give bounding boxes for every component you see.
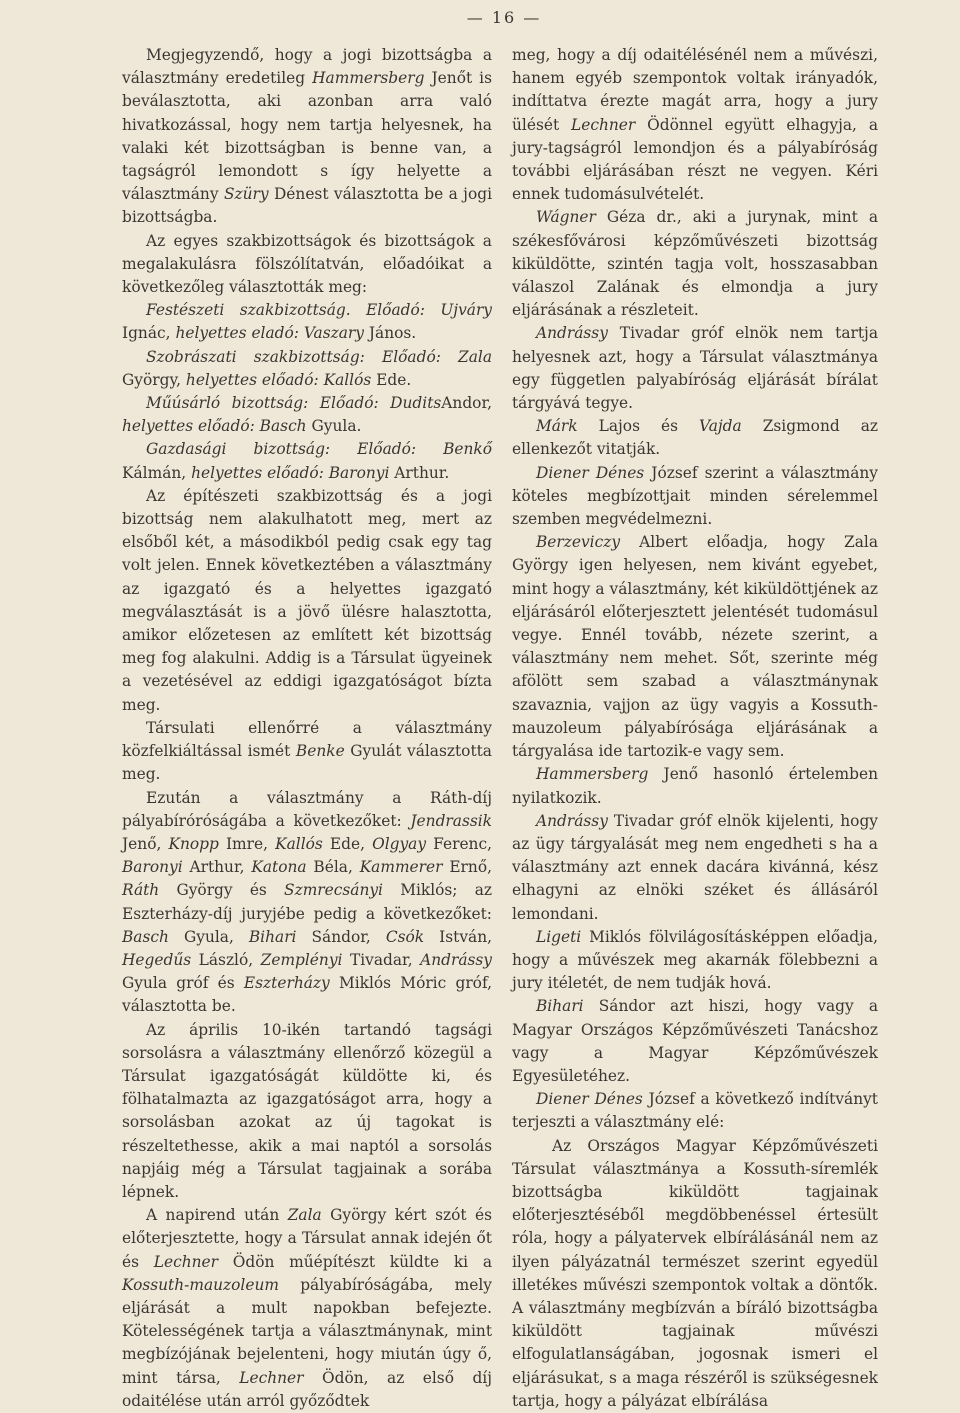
text-run: Ede. xyxy=(371,370,412,389)
text-run: Tivadar gróf elnök kijelenti, hogy az ügy tárgyalását meg nem engedheti s ha a választmány azt ennek dacára kivánná, kész elhagyni az elnöki széket és állásáról lemondani. xyxy=(512,811,878,923)
text-run: Géza dr., aki a jurynak, mint a székesfővárosi képzőművészeti bizottság kiküldötte, szintén tagja volt, hosszasabban válaszol Zalának és elmondja a jury eljárásának a részleteit. xyxy=(512,208,878,320)
paragraph xyxy=(122,392,492,438)
italic-name: Zemplényi xyxy=(260,950,343,969)
text-run: József szerint a választmány köteles megbízottjait minden sérelemmel szemben megvédelmezni. xyxy=(512,463,878,529)
text-run: Jenőt is beválasztotta, aki azonban arra való hivatkozással, hogy nem tartja helyesnek, ha valaki két bizottságban is benne van, a tagságról lemondott s így helyette a választmány xyxy=(122,69,492,204)
paragraph xyxy=(512,763,878,809)
text-run: Ödönnel együtt elhagyja, a jury-tagságról lemondjon és a pályabíróság további eljárásában részt ne vegyen. Kéri ennek tudomásulvételét. xyxy=(512,115,878,204)
italic-name: Kammerer xyxy=(359,858,443,877)
italic-name: helyettes előadó: Basch xyxy=(122,417,307,436)
text-run: Arthur, xyxy=(182,858,252,877)
paragraph xyxy=(512,995,878,1088)
paragraph xyxy=(512,44,878,206)
text-run: Ferenc, xyxy=(426,834,492,853)
italic-name: Lechner xyxy=(239,1368,304,1387)
italic-name: helyettes előadó: Baronyi xyxy=(191,463,390,482)
italic-name: Wágner xyxy=(536,208,596,227)
italic-name: Knopp xyxy=(168,834,219,853)
italic-name: Benke xyxy=(295,742,345,761)
paragraph xyxy=(512,810,878,926)
text-run: meg, hogy a díj odaitélésénél nem a művészi, hanem egyéb szempontok voltak irányadók, indíttatva érezte magát arra, hogy a jury ülését xyxy=(512,46,878,134)
italic-name: Diener Dénes xyxy=(536,1090,643,1109)
italic-name: Kossuth-mauzoleum xyxy=(122,1275,279,1294)
italic-name: Festészeti szakbizottság. Előadó: Ujváry xyxy=(146,301,492,320)
text-run: Az egyes szakbizottságok és bizottságok a megalakulásra fölszólítatván, előadóikat a következőleg választották meg: xyxy=(122,231,492,297)
text-run: Ödön, az első díj odaitélése után arról győződtek xyxy=(122,1368,492,1410)
paragraph xyxy=(122,1204,492,1413)
italic-name: Lechner xyxy=(571,115,636,134)
paragraph xyxy=(122,44,492,230)
text-run: György, xyxy=(122,370,186,389)
italic-name: Basch xyxy=(122,927,169,946)
paragraph xyxy=(512,415,878,461)
italic-name: Jendrassik xyxy=(410,811,492,830)
text-run: Az április 10-ikén tartandó tagsági sorsolásra a választmány ellenőrző közegül a Társulat igazgatóságát küldötte ki, és fölhatalmazta az igazgatóságot arra, hogy a sorsolásban azokat az új tagokat is részeltethesse, akik a mai naptól a sorsolás napjáig még a Társulat tagjainak a sorába lépnek. xyxy=(122,1020,492,1201)
italic-name: helyettes előadó: Kallós xyxy=(185,370,372,389)
text-run: István, xyxy=(424,927,493,946)
text-run: Arthur. xyxy=(389,463,450,482)
paragraph xyxy=(122,717,492,787)
text-run: Béla, xyxy=(306,858,360,877)
italic-name: Ligeti xyxy=(536,927,582,946)
italic-name: Hammersberg xyxy=(312,69,425,88)
text-run: György és xyxy=(159,881,285,900)
text-run: Andor, xyxy=(441,394,492,413)
text-run: Tivadar, xyxy=(342,950,421,969)
paragraph xyxy=(512,206,878,322)
text-run: Ödön műépítészt küldte ki a xyxy=(218,1252,492,1271)
paragraph xyxy=(122,787,492,1019)
paragraph xyxy=(512,462,878,532)
italic-name: Olgyay xyxy=(372,834,427,853)
left-column xyxy=(122,44,492,1413)
italic-name: Gazdasági bizottság: Előadó: Benkő xyxy=(146,440,492,459)
paragraph xyxy=(512,926,878,996)
page-number: — 16 — xyxy=(466,8,542,27)
paragraph xyxy=(122,346,492,392)
italic-name: helyettes eladó: Vaszary xyxy=(175,324,364,343)
italic-name: Bihari xyxy=(248,927,297,946)
paragraph xyxy=(122,438,492,484)
italic-name: Baronyi xyxy=(122,858,183,877)
italic-name: Szmrecsányi xyxy=(284,881,383,900)
text-run: pályabíróságába, mely eljárását a mult napokban befejezte. Kötelességének tartja a választmánynak, mint megbízójának bejelenteni, hogy miután úgy ő, mint társa, xyxy=(122,1275,492,1387)
text-run: Ezután a választmány a Ráth-díj pályabíróróságába a következőket: xyxy=(122,788,492,830)
italic-name: Zala xyxy=(287,1206,322,1225)
text-run: Sándor, xyxy=(296,927,386,946)
italic-name: Bihari xyxy=(536,997,584,1016)
text-run: Megjegyzendő, hogy a jogi bizottságba a választmány eredetileg xyxy=(122,46,492,88)
text-run: János. xyxy=(363,324,417,343)
paragraph xyxy=(122,230,492,300)
text-run: Miklós fölvilágosításképpen előadja, hogy a művészek meg akarnák fölebbezni a jury itéletét, de nem tudják hová. xyxy=(512,927,878,993)
text-run: Az építészeti szakbizottság és a jogi bizottság nem alakulhatott meg, mert az elsőből két, a másodikból pedig csak egy tag volt jelen. Ennek következtében a választmány az igazgató és a helyettes igazgató megválasztását is a jövő ülésre halasztotta, amikor előzetesen az említett két bizottság meg fog alakulni. Addig is a Társulat ügyeinek a vezetésével az eddigi igazgatóságot bízta meg. xyxy=(122,486,492,714)
text-run: Tivadar gróf elnök nem tartja helyesnek azt, hogy a Társulat választmánya egy független palyabíróság eljárását bírálat tárgyává tegye. xyxy=(512,324,878,413)
italic-name: Berzeviczy xyxy=(536,533,621,552)
italic-name: Szobrászati szakbizottság: Előadó: Zala xyxy=(146,347,492,366)
italic-name: Műúsárló bizottság: Előadó: Dudits xyxy=(146,394,442,413)
text-run: Miklós; az Eszterházy-díj juryjébe pedig a következőket: xyxy=(122,881,492,923)
italic-name: Lechner xyxy=(153,1252,219,1271)
text-run: Lajos és xyxy=(577,417,700,436)
text-run: Imre, xyxy=(218,834,276,853)
italic-name: Szüry xyxy=(223,185,269,204)
text-run: Zsigmond az ellenkezőt vitatják. xyxy=(512,417,879,459)
paragraph xyxy=(512,1135,878,1413)
paragraph xyxy=(512,322,878,415)
text-run: György kért szót és előterjesztette, hogy a Társulat annak idején őt és xyxy=(122,1206,493,1271)
text-run: Dénest választotta be a jogi bizottságba. xyxy=(122,185,492,227)
text-run: Miklós Móric gróf, választotta be. xyxy=(122,974,492,1016)
text-run: József a következő indítványt terjeszti a választmány elé: xyxy=(512,1090,878,1132)
text-run: Ernő, xyxy=(442,858,492,877)
italic-name: Csók xyxy=(385,927,425,946)
italic-name: Vajda xyxy=(699,417,742,436)
italic-name: Katona xyxy=(251,858,307,877)
text-run: Kálmán, xyxy=(122,463,192,482)
text-run: Gyula gróf és xyxy=(122,974,244,993)
text-run: Társulati ellenőrré a választmány közfelkiáltással ismét xyxy=(122,718,492,761)
italic-name: Hammersberg xyxy=(536,765,649,784)
text-run: Ede, xyxy=(322,834,373,853)
text-run: László, xyxy=(191,950,261,969)
italic-name: Hegedűs xyxy=(122,950,192,969)
text-run: Jenő, xyxy=(122,834,169,853)
text-run: Gyula. xyxy=(306,417,362,436)
italic-name: Andrássy xyxy=(536,324,608,343)
text-run: Sándor azt hiszi, hogy vagy a Magyar Országos Képzőművészeti Tanácshoz vagy a Magyar Képzőművészek Egyesületéhez. xyxy=(512,997,878,1085)
text-run: Jenő hasonló értelemben nyilatkozik. xyxy=(512,765,878,807)
text-run: Ignác, xyxy=(122,324,176,343)
paragraph xyxy=(512,531,878,763)
paragraph xyxy=(122,1019,492,1205)
italic-name: Andrássy xyxy=(420,950,492,969)
paragraph xyxy=(122,485,492,717)
text-run: A napirend után xyxy=(146,1206,288,1225)
paragraph xyxy=(512,1088,878,1134)
italic-name: Diener Dénes xyxy=(536,463,645,482)
italic-name: Ráth xyxy=(122,881,160,900)
text-run: Az Országos Magyar Képzőművészeti Társulat választmánya a Kossuth-síremlék bizottságba kiküldött tagjainak előterjesztéséből megdöbbenéssel értesült róla, hogy a pályatervek elbírálásánál nem az ilyen pályázatnál természet szerint egyedül illetékes művészi szempontok voltak a döntők. A választmány megbízván a bíráló bizottságba kiküldött tagjainak művészi elfogulatlanságában, jogosnak ismeri el eljárásukat, s a maga részéről is szükségesnek tartja, hogy a pályázat elbírálása xyxy=(512,1136,878,1410)
italic-name: Andrássy xyxy=(536,811,608,830)
paragraph xyxy=(122,299,492,345)
text-run: Gyulát választotta meg. xyxy=(122,742,492,784)
text-run: Albert előadja, hogy Zala György igen helyesen, nem kivánt egyebet, mint hogy a választmány, két kiküldöttjének az eljárásáról előterjesztett jelentését tudomásul vegye. Ennél tovább, nézete szerint, a választmány nem mehet. Sőt, szerinte még afölött sem szabad a választmánynak szavaznia, vajjon az ügy vagyis a Kossuth-mauzoleum pályabírósága eljárásának a tárgyalása ide tartozik-e vagy sem. xyxy=(512,533,878,761)
italic-name: Eszterházy xyxy=(243,974,330,993)
text-run: Gyula, xyxy=(168,927,249,946)
right-column xyxy=(512,44,878,1413)
italic-name: Kallós xyxy=(275,834,323,853)
italic-name: Márk xyxy=(536,417,578,436)
